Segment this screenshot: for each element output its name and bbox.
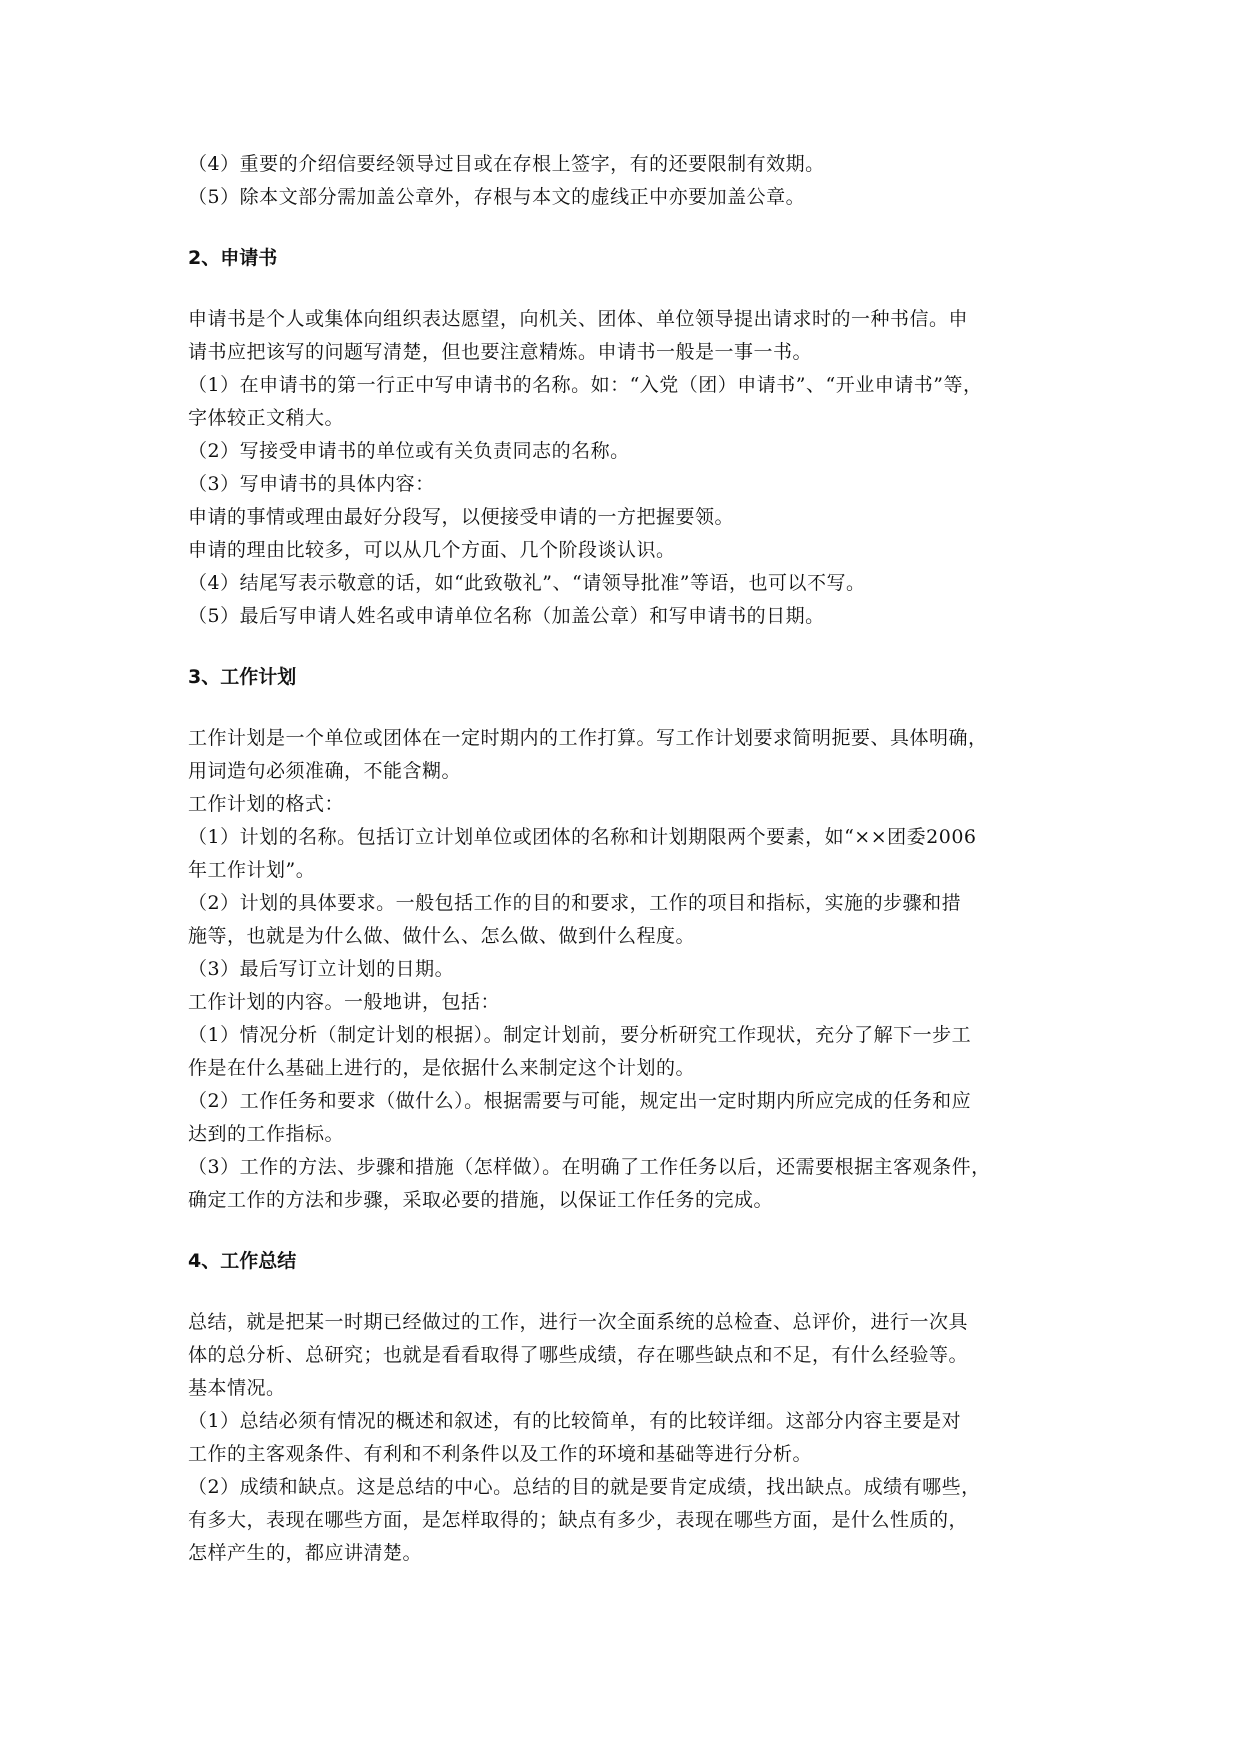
paragraph-line: （1）在申请书的第一行正中写申请书的名称。如：“入党（团）申请书”、“开业申请书”等，: [188, 374, 983, 396]
paragraph-line: （3）工作的方法、步骤和措施（怎样做）。在明确了工作任务以后，还需要根据主客观条件，: [188, 1156, 991, 1178]
paragraph-line: （3）写申请书的具体内容：: [188, 473, 435, 495]
paragraph-line: 申请的事情或理由最好分段写，以便接受申请的一方把握要领。: [188, 506, 735, 528]
paragraph-line: 达到的工作指标。: [188, 1123, 345, 1145]
paragraph-line: 请书应把该写的问题写清楚，但也要注意精炼。申请书一般是一事一书。: [188, 341, 813, 363]
paragraph-line: （4）重要的介绍信要经领导过目或在存根上签字，有的还要限制有效期。: [188, 153, 825, 175]
paragraph-line: 用词造句必须准确，不能含糊。: [188, 760, 462, 782]
section-intro-letter-continued: [188, 148, 1058, 214]
section-application: [188, 242, 1058, 633]
paragraph-line: 申请的理由比较多，可以从几个方面、几个阶段谈认识。: [188, 539, 676, 561]
section-work-summary: [188, 1245, 1058, 1570]
section-heading: 2、申请书: [188, 247, 278, 269]
paragraph-line: 工作的主客观条件、有利和不利条件以及工作的环境和基础等进行分析。: [188, 1443, 813, 1465]
paragraph-line: （2）成绩和缺点。这是总结的中心。总结的目的就是要肯定成绩，找出缺点。成绩有哪些，: [188, 1476, 981, 1498]
paragraph-line: （1）情况分析（制定计划的根据）。制定计划前，要分析研究工作现状，充分了解下一步工: [188, 1024, 972, 1046]
section-work-plan: [188, 661, 1058, 1217]
paragraph-line: 总结，就是把某一时期已经做过的工作，进行一次全面系统的总检查、总评价，进行一次具: [188, 1311, 969, 1333]
section-heading: 3、工作计划: [188, 666, 297, 688]
paragraph-line: 施等，也就是为什么做、做什么、怎么做、做到什么程度。: [188, 925, 696, 947]
paragraph-line: （5）最后写申请人姓名或申请单位名称（加盖公章）和写申请书的日期。: [188, 605, 825, 627]
paragraph-line: （2）写接受申请书的单位或有关负责同志的名称。: [188, 440, 630, 462]
paragraph-line: 有多大，表现在哪些方面，是怎样取得的；缺点有多少，表现在哪些方面，是什么性质的，: [188, 1509, 969, 1531]
paragraph-line: （1）总结必须有情况的概述和叙述，有的比较简单，有的比较详细。这部分内容主要是对: [188, 1410, 962, 1432]
paragraph-line: 基本情况。: [188, 1377, 286, 1399]
paragraph-line: 怎样产生的，都应讲清楚。: [188, 1542, 423, 1564]
paragraph-line: 确定工作的方法和步骤，采取必要的措施，以保证工作任务的完成。: [188, 1189, 774, 1211]
paragraph-line: 工作计划是一个单位或团体在一定时期内的工作打算。写工作计划要求简明扼要、具体明确，: [188, 727, 988, 749]
paragraph-line: （1）计划的名称。包括订立计划单位或团体的名称和计划期限两个要素，如“××团委2006: [188, 826, 977, 848]
paragraph-line: （4）结尾写表示敬意的话，如“此致敬礼”、“请领导批准”等语，也可以不写。: [188, 572, 866, 594]
paragraph-line: 工作计划的内容。一般地讲，包括：: [188, 991, 501, 1013]
section-heading: 4、工作总结: [188, 1250, 297, 1272]
paragraph-line: （3）最后写订立计划的日期。: [188, 958, 455, 980]
paragraph-line: 工作计划的格式：: [188, 793, 345, 815]
paragraph-line: （5）除本文部分需加盖公章外，存根与本文的虚线正中亦要加盖公章。: [188, 186, 806, 208]
paragraph-line: 作是在什么基础上进行的，是依据什么来制定这个计划的。: [188, 1057, 696, 1079]
paragraph-line: （2）计划的具体要求。一般包括工作的目的和要求，工作的项目和指标，实施的步骤和措: [188, 892, 962, 914]
paragraph-line: 体的总分析、总研究；也就是看看取得了哪些成绩，存在哪些缺点和不足，有什么经验等。: [188, 1344, 969, 1366]
paragraph-line: 年工作计划”。: [188, 859, 316, 881]
paragraph-line: 字体较正文稍大。: [188, 407, 345, 429]
document-page: [188, 148, 1058, 1570]
paragraph-line: 申请书是个人或集体向组织表达愿望，向机关、团体、单位领导提出请求时的一种书信。申: [188, 308, 969, 330]
paragraph-line: （2）工作任务和要求（做什么）。根据需要与可能，规定出一定时期内所应完成的任务和应: [188, 1090, 972, 1112]
